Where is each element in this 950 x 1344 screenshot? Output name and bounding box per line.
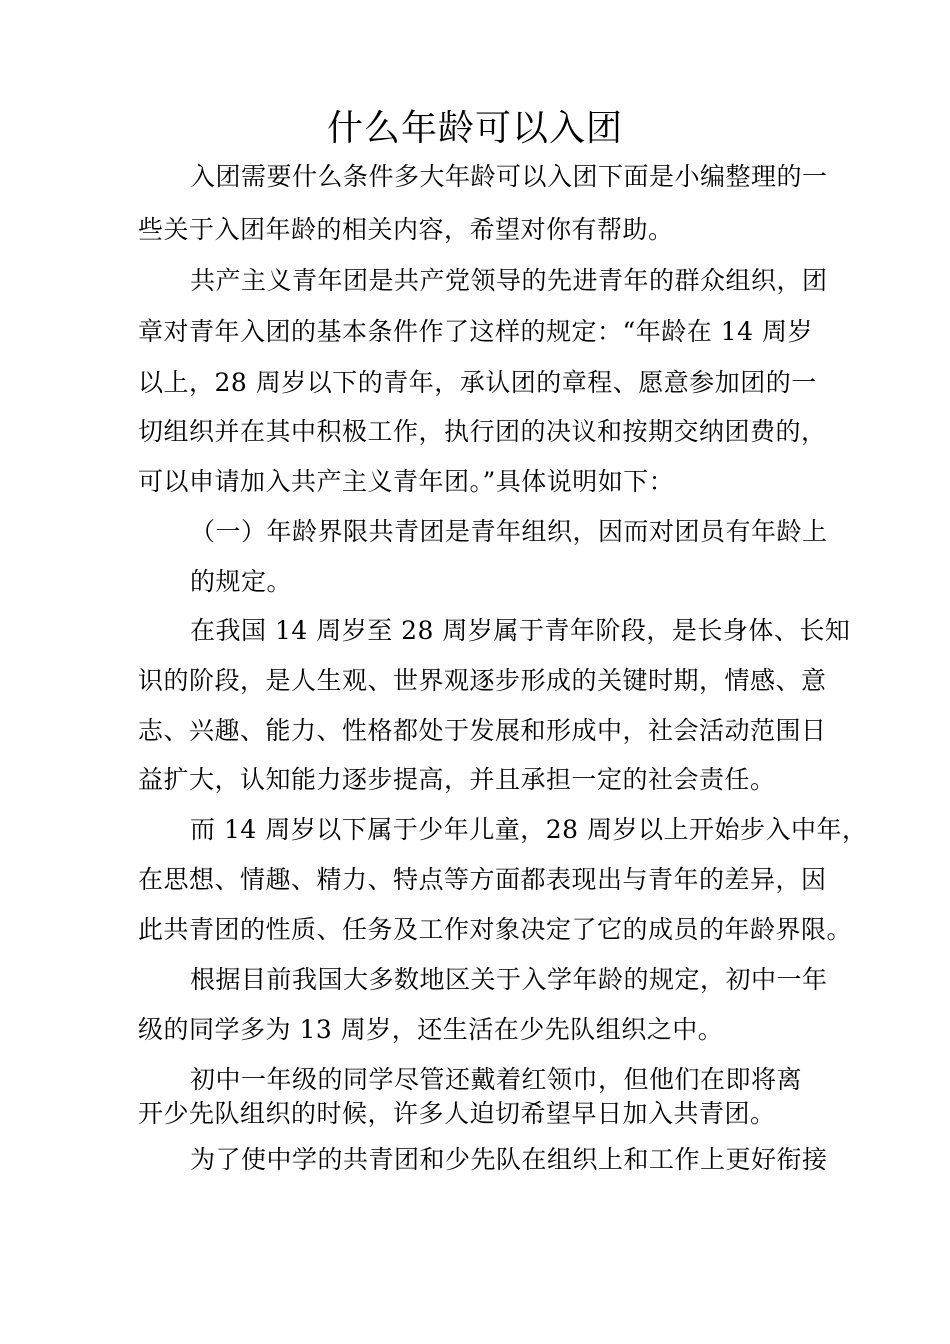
body-line: 以上，28 周岁以下的青年，承认团的章程、愿意参加团的一 (138, 368, 817, 397)
body-line: 些关于入团年龄的相关内容，希望对你有帮助。 (138, 215, 674, 244)
body-line: 志、兴趣、能力、性格都处于发展和形成中，社会活动范围日 (138, 716, 827, 745)
body-line: 可以申请加入共产主义青年团。”具体说明如下： (138, 467, 675, 496)
body-line: 而 14 周岁以下属于少年儿童，28 周岁以上开始步入中年， (190, 815, 868, 844)
body-line: 的规定。 (190, 567, 293, 596)
body-line: 在思想、情趣、精力、特点等方面都表现出与青年的差异，因 (138, 865, 827, 894)
body-line: 级的同学多为 13 周岁，还生活在少先队组织之中。 (138, 1015, 724, 1044)
body-line: 此共青团的性质、任务及工作对象决定了它的成员的年龄界限。 (138, 915, 853, 944)
body-line: 根据目前我国大多数地区关于入学年龄的规定，初中一年 (190, 965, 828, 994)
document-title: 什么年龄可以入团 (326, 108, 623, 149)
body-line: 共产主义青年团是共产党领导的先进青年的群众组织，团 (190, 266, 828, 295)
body-line: 益扩大，认知能力逐步提高，并且承担一定的社会责任。 (138, 765, 776, 794)
body-line: 识的阶段，是人生观、世界观逐步形成的关键时期，情感、意 (138, 666, 827, 695)
body-line: 章对青年入团的基本条件作了这样的规定：“年龄在 14 周岁 (138, 317, 813, 346)
body-line: 入团需要什么条件多大年龄可以入团下面是小编整理的一 (190, 162, 828, 191)
body-line: 为了使中学的共青团和少先队在组织上和工作上更好衔接 (190, 1145, 828, 1174)
body-line: （一）年龄界限共青团是青年组织，因而对团员有年龄上 (190, 517, 828, 546)
body-line: 切组织并在其中积极工作，执行团的决议和按期交纳团费的， (138, 417, 827, 446)
body-line: 初中一年级的同学尽管还戴着红领巾，但他们在即将离 (190, 1065, 803, 1094)
body-line: 在我国 14 周岁至 28 周岁属于青年阶段，是长身体、长知 (190, 616, 851, 645)
body-line: 开少先队组织的时候，许多人迫切希望早日加入共青团。 (138, 1099, 776, 1128)
